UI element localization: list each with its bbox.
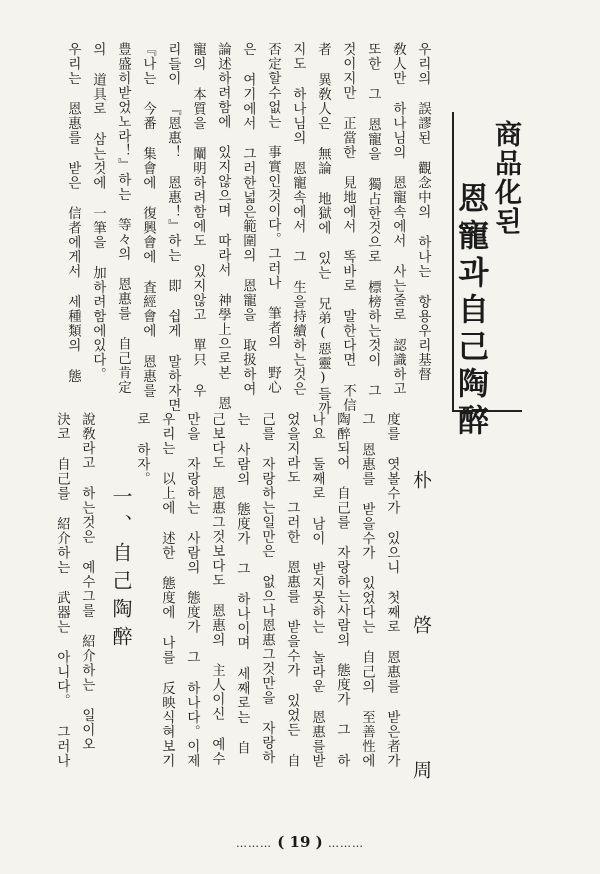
body-column: 었을지라도 그러한 恩惠를 받을수가 있었든 自 xyxy=(284,412,300,768)
body-column: 己보다도 恩惠그것보다도 恩惠의 主人이신 예수 xyxy=(209,412,225,767)
footer-dots-right: ……… xyxy=(327,837,364,850)
article-title: 恩寵과自己陶醉 xyxy=(452,182,488,441)
body-column: 또한 그 恩寵을 獨占한것으로 標榜하는것이 그 xyxy=(365,42,381,398)
body-column: 그 恩惠를 받을수가 있었다는 自己의 至善性에 xyxy=(359,412,375,768)
body-column: 豊盛히받었노라！』하는 等々의 恩惠를 自己肯定 xyxy=(115,42,131,395)
body-column: 로 하자。 xyxy=(134,412,150,487)
body-column: 의 道具로 삼는것에 一筆을 加하려함에있다。 xyxy=(90,42,106,382)
section-heading: 一、自己陶醉 xyxy=(109,486,133,654)
body-column: 寵의 本質을 闡明하려함에도 있지않고 單只 우 xyxy=(190,42,206,398)
body-column: 나요 둘째로 남이 받지못하는 놀라운 恩惠를받 xyxy=(309,412,325,768)
body-column: 지도 하나님의 恩寵속에서 그 生을持續하는것은 xyxy=(290,42,306,397)
body-column: 論述하려함에 있지않으며 따라서 神學上으로본 恩 xyxy=(215,42,231,411)
body-column: 己를 자랑하는일만은 없으나恩惠그것만을 자랑하 xyxy=(259,412,275,765)
footer-dots-left: ……… xyxy=(236,837,272,850)
body-column: 것이지만 正當한 見地에서 똑바로 말한다면 不信 xyxy=(340,42,356,413)
body-column: 否定할수없는 事實인것이다。그러나 筆者의 野心 xyxy=(265,42,281,395)
body-column: 決코 自己를 紹介하는 武器는 아니다。 그러나 xyxy=(54,412,70,768)
article-subtitle: 商品化된 xyxy=(490,120,521,236)
page-footer xyxy=(0,833,600,851)
body-column: 우리의 誤謬된 觀念中의 하나는 항용우리基督 xyxy=(415,42,431,382)
body-column: 우리는 恩惠를 받은 信者에게서 세種類의 態 xyxy=(65,42,81,384)
body-column: 『나는 今番 集會에 復興會에 査經會에 恩惠를 xyxy=(140,42,156,398)
body-column: 陶醉되어 自己를 자랑하는사람의 態度가 그 하 xyxy=(334,412,350,768)
body-column: 는 사람의 態度가 그 하나이며 세째로는 自 xyxy=(234,412,250,756)
body-column: 度를 엿볼수가 있으니 첫째로 恩惠를 받은者가 xyxy=(384,412,400,768)
author-name: 朴 啓 周 xyxy=(410,470,432,831)
body-column: 리들이 『恩惠！ 恩惠！』하는 即 쉽게 말하자면 xyxy=(165,42,181,413)
page-number: ( 19 ) xyxy=(277,833,323,851)
body-column: 우리는 以上에 述한 態度에 나를 反映식혀보기 xyxy=(159,412,175,768)
body-column: 은 여기에서 그러한넓은範圍의 恩寵을 取扱하여 xyxy=(240,42,256,397)
body-column: 說敎라고 하는것은 예수그를 紹介하는 일이오 xyxy=(79,412,95,752)
body-column: 敎人만 하나님의 恩寵속에서 사는줄로 認識하고 xyxy=(390,42,406,397)
body-column: 만을 자랑하는 사람의 態度가 그 하나다。이제 xyxy=(184,412,200,768)
body-column: 者 異敎人은 無論 地獄에 있는 兄弟(惡靈)들까 xyxy=(315,42,331,416)
